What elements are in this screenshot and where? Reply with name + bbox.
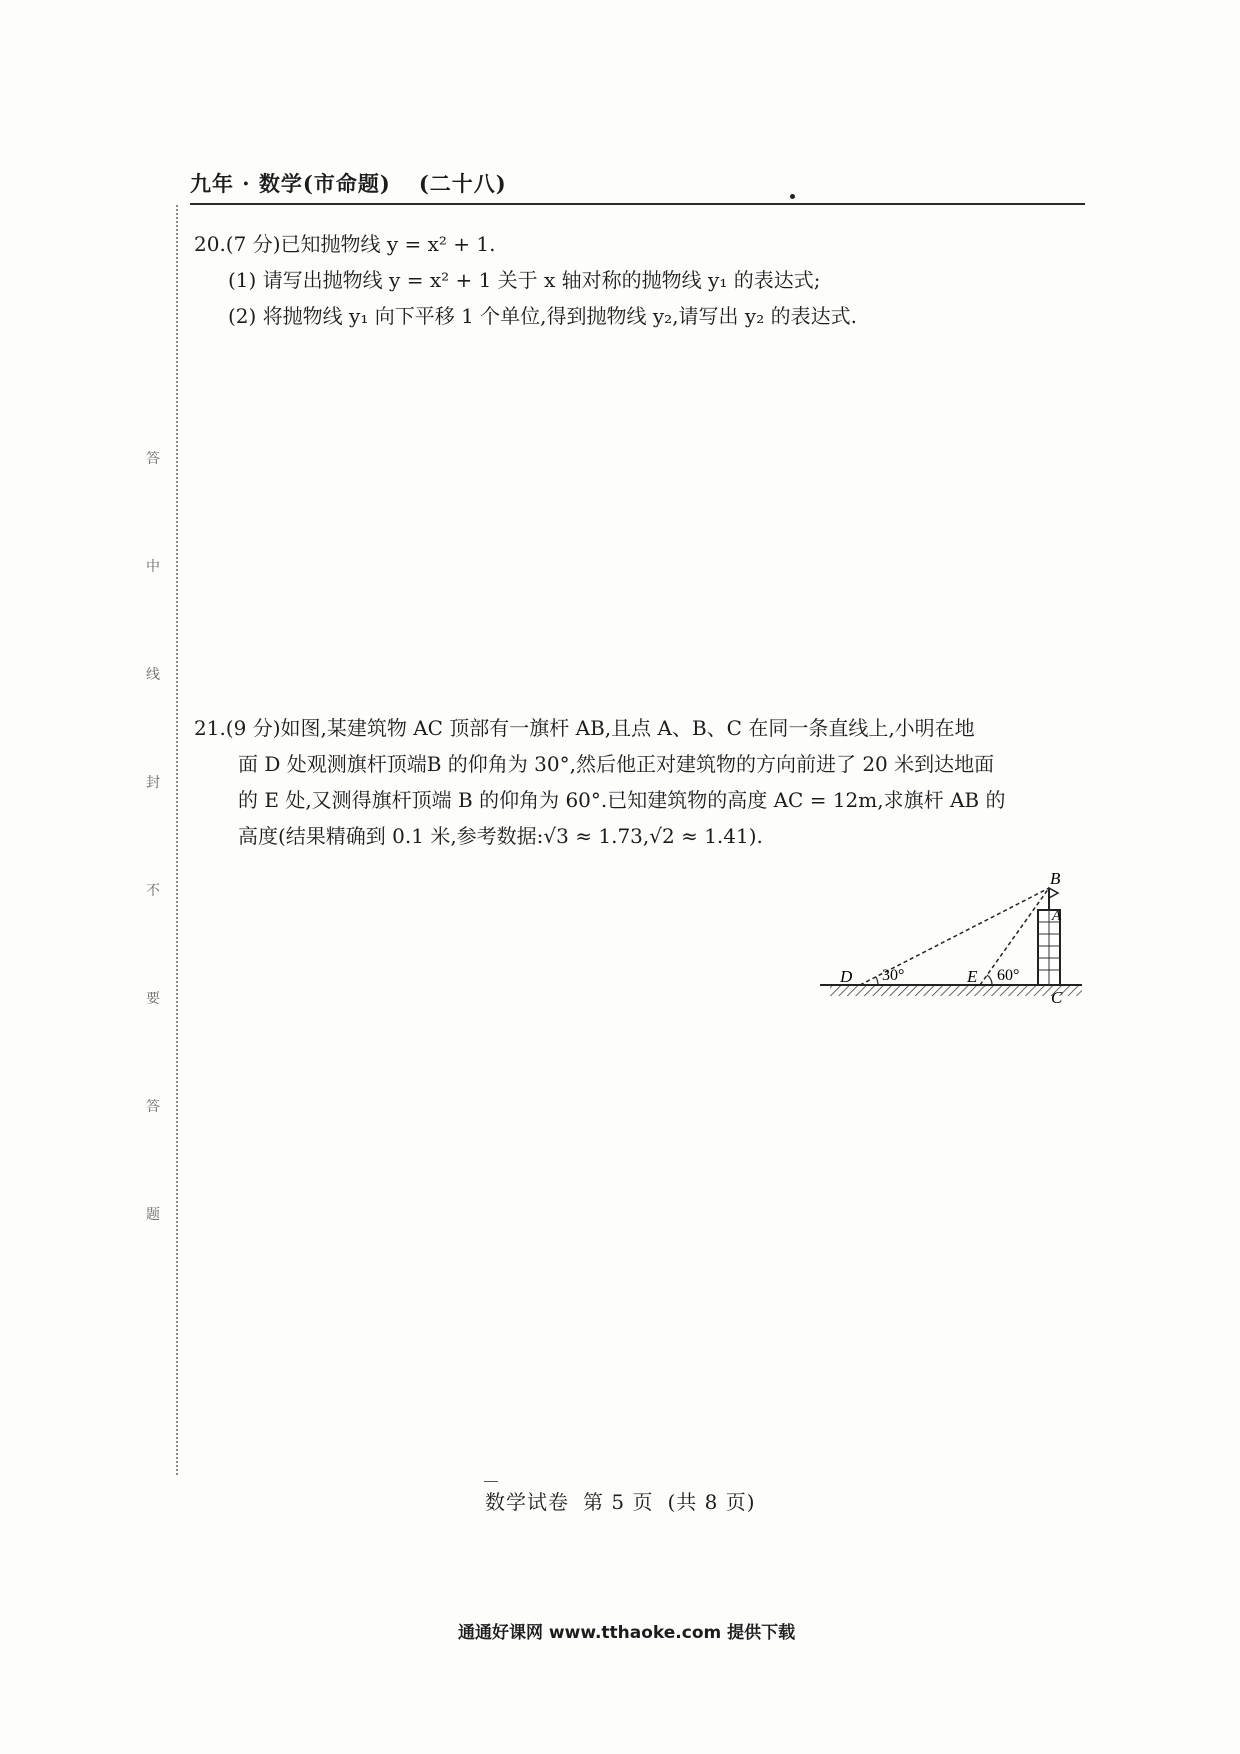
page-header <box>190 168 1070 198</box>
ground <box>820 985 1082 996</box>
label-c: C <box>1051 988 1063 1007</box>
flagpole-figure <box>820 870 1090 1010</box>
margin-char: 不 <box>146 883 160 899</box>
label-e: E <box>967 967 978 986</box>
q21-line2: 面 D 处观测旗杆顶端B 的仰角为 30°,然后他正对建筑物的方向前进了 20 米到达地面 <box>238 752 995 776</box>
angle-d-label: 30° <box>882 967 905 984</box>
margin-char: 中 <box>146 559 160 575</box>
margin-char: 要 <box>146 991 160 1007</box>
question-21 <box>194 710 1074 854</box>
margin-char: 答 <box>146 1099 160 1115</box>
margin-char: 封 <box>146 775 160 791</box>
page-footer <box>485 1486 770 1515</box>
footer-page: 第 5 页 <box>583 1490 654 1514</box>
angle-arc-e <box>987 975 992 985</box>
binding-margin-line <box>176 205 178 1475</box>
question-20 <box>194 226 1064 334</box>
q21-line4: 高度(结果精确到 0.1 米,参考数据:√3 ≈ 1.73,√2 ≈ 1.41). <box>238 824 763 848</box>
margin-char: 题 <box>146 1207 160 1223</box>
angle-arc-d <box>876 977 878 985</box>
download-credit: 通通好课网 www.tthaoke.com 提供下载 <box>458 1623 796 1643</box>
q21-line3: 的 E 处,又测得旗杆顶端 B 的仰角为 60°.已知建筑物的高度 AC = 12m,求旗杆 AB 的 <box>238 788 1006 812</box>
header-dot <box>790 194 795 199</box>
footer-subject: 数学试卷 <box>485 1490 569 1514</box>
margin-char: 答 <box>146 451 160 467</box>
flagpole <box>1049 888 1058 910</box>
angle-e-label: 60° <box>997 967 1020 984</box>
label-a: A <box>1052 908 1062 924</box>
header-title: 九年 · 数学(市命题) <box>190 171 391 196</box>
header-group: (二十八) <box>418 171 507 196</box>
q20-part2: (2) 将抛物线 y₁ 向下平移 1 个单位,得到抛物线 y₂,请写出 y₂ 的表达式. <box>228 304 857 328</box>
label-d: D <box>840 967 853 986</box>
header-rule <box>190 203 1085 205</box>
footer-tick <box>484 1481 498 1482</box>
margin-char: 线 <box>146 667 160 683</box>
q20-part1: (1) 请写出抛物线 y = x² + 1 关于 x 轴对称的抛物线 y₁ 的表达式; <box>228 268 821 292</box>
q20-lead: 20.(7 分)已知抛物线 y = x² + 1. <box>194 232 496 256</box>
q21-line1: 21.(9 分)如图,某建筑物 AC 顶部有一旗杆 AB,且点 A、B、C 在同一条直线上,小明在地 <box>194 716 975 740</box>
footer-total: (共 8 页) <box>667 1490 756 1514</box>
label-b: B <box>1050 870 1061 888</box>
